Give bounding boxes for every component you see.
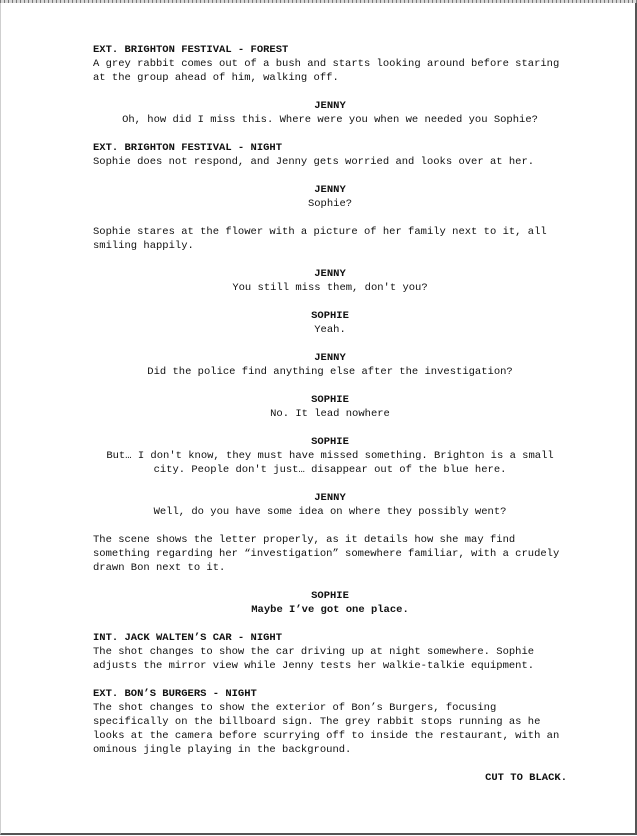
action-line: The shot changes to show the exterior of Bon’s Burgers, focusing specifically on the billboard sign. The grey rabbit stops running as he looks at the camera before scurrying off to inside the restaurant, with an ominous jingle playing in the background. [93, 702, 566, 756]
screenplay-page [93, 43, 567, 785]
scene-heading: EXT. BRIGHTON FESTIVAL - FOREST [93, 44, 289, 56]
dialogue-line: But… I don't know, they must have missed something. Brighton is a small city. People don't just… disappear out of the blue here. [106, 450, 560, 476]
transition-line: CUT TO BLACK. [485, 772, 567, 784]
scene-heading: INT. JACK WALTEN’S CAR - NIGHT [93, 632, 283, 644]
dialogue-line: No. It lead nowhere [270, 408, 390, 420]
action-line: A grey rabbit comes out of a bush and starts looking around before staring at the group ahead of him, walking off. [93, 58, 566, 84]
character-name: SOPHIE [311, 436, 349, 448]
dialogue-line: You still miss them, don't you? [232, 282, 428, 294]
action-line: Sophie does not respond, and Jenny gets worried and looks over at her. [93, 156, 535, 168]
character-name: SOPHIE [311, 394, 349, 406]
character-name: SOPHIE [311, 590, 349, 602]
dialogue-line: Oh, how did I miss this. Where were you when we needed you Sophie? [122, 114, 538, 126]
action-line: Sophie stares at the flower with a picture of her family next to it, all smiling happily. [93, 226, 553, 252]
character-name: JENNY [314, 492, 346, 504]
dialogue-line: Yeah. [314, 324, 346, 336]
action-line: The shot changes to show the car driving up at night somewhere. Sophie adjusts the mirror view while Jenny tests her walkie-talkie equipment. [93, 646, 541, 672]
character-name: JENNY [314, 268, 346, 280]
dialogue-line: Did the police find anything else after the investigation? [147, 366, 513, 378]
scene-heading: EXT. BRIGHTON FESTIVAL - NIGHT [93, 142, 283, 154]
character-name: JENNY [314, 100, 346, 112]
character-name: JENNY [314, 352, 346, 364]
character-name: JENNY [314, 184, 346, 196]
scene-heading: EXT. BON’S BURGERS - NIGHT [93, 688, 257, 700]
dialogue-line: Sophie? [307, 198, 353, 210]
character-name: SOPHIE [311, 310, 349, 322]
dialogue-line: Well, do you have some idea on where they possibly went? [153, 506, 507, 518]
dialogue-line: Maybe I’ve got one place. [251, 604, 409, 616]
action-line: The scene shows the letter properly, as it details how she may find something regarding her “investigation” somewhere familiar, with a crudely drawn Bon next to it. [93, 534, 566, 574]
